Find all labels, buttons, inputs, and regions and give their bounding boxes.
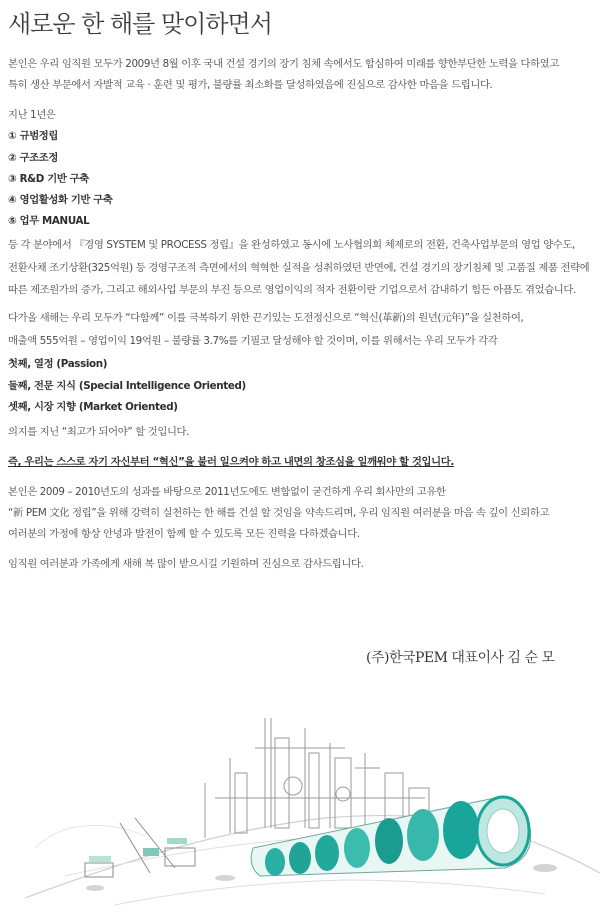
- para4-line-3: 여러분의 가정에 항상 안녕과 발전이 함께 할 수 있도록 모든 진력을 다하겠습니다.: [8, 528, 360, 540]
- closing-line: 임직원 여러분과 가족에게 새해 복 많이 받으시길 기원하며 진심으로 감사드립니다.: [8, 558, 364, 570]
- virtue-3: 셋째, 시장 지향 (Market Oriented): [8, 401, 178, 413]
- virtue-close: 의지를 지닌 “최고가 되어야” 할 것입니다.: [8, 426, 190, 438]
- para4-line-2: “新 PEM 文化 정립”을 위해 강력히 실천하는 한 해를 건설 할 것임을 약속드리며, 우리 임직원 여러분을 마음 속 깊이 신뢰하고: [8, 507, 550, 519]
- para4-line-1: 본인은 2009 – 2010년도의 성과를 바탕으로 2011년도에도 변함없이 굳건하게 우리 회사만의 고유한: [8, 486, 446, 498]
- achievement-2: ② 구조조정: [8, 152, 58, 164]
- achievement-4: ④ 영업활성화 기반 구축: [8, 194, 113, 206]
- para1-line-1: 본인은 우리 임직원 모두가 2009년 8월 이후 국내 건설 경기의 장기 침체 속에서도 합심하여 미래를 향한부단한 노력을 다하였고: [8, 58, 559, 70]
- achievement-5: ⑤ 업무 MANUAL: [8, 215, 90, 227]
- virtue-2: 둘째, 전문 지식 (Special Intelligence Oriented): [8, 380, 246, 392]
- achievement-3: ③ R&D 기반 구축: [8, 173, 89, 185]
- page-title: 새로운 한 해를 맞이하면서: [8, 10, 272, 38]
- para3-line-2: 매출액 555억원 – 영업이익 19억원 – 불량률 3.7%를 기필코 달성해야 할 것이며, 이를 위해서는 우리 모두가 각각: [8, 335, 498, 347]
- para2-line-2: 전환사채 조기상환(325억원) 등 경영구조적 측면에서의 혁혁한 실적을 성취하였던 반면에, 건설 경기의 장기침체 및 고품질 제품 전략에: [8, 262, 590, 274]
- para1-line-2: 특히 생산 부문에서 자발적 교육 · 훈련 및 평가, 불량률 최소화를 달성하였음에 진심으로 감사한 마음을 드립니다.: [8, 79, 493, 91]
- signature: (주)한국PEM 대표이사 김 순 모: [366, 650, 555, 666]
- achievement-1: ① 규범정립: [8, 130, 58, 142]
- para2-line-1: 등 각 분야에서 『경영 SYSTEM 및 PROCESS 정립』을 완성하였고 동시에 노사협의회 체제로의 전환, 건축사업부문의 영업 양수도,: [8, 239, 575, 251]
- virtue-1: 첫째, 열정 (Passion): [8, 358, 108, 370]
- para2-line-3: 따른 제조원가의 증가, 그리고 해외사업 부문의 부진 등으로 영업이익의 적자 전환이란 기업으로서 감내하기 힘든 아픔도 겪었습니다.: [8, 284, 576, 296]
- emphasis-statement: 즉, 우리는 스스로 자기 자신부터 “혁신”을 불러 일으켜야 하고 내면의 창조심을 일깨워야 할 것입니다.: [8, 456, 454, 468]
- year-intro: 지난 1년은: [8, 109, 56, 121]
- industrial-plant-pipe-illustration: [25, 698, 600, 915]
- para3-line-1: 다가올 새해는 우리 모두가 “다함께” 이를 극복하기 위한 끈기있는 도전정신으로 “혁신(革新)의 원년(元年)”을 실천하여,: [8, 312, 524, 324]
